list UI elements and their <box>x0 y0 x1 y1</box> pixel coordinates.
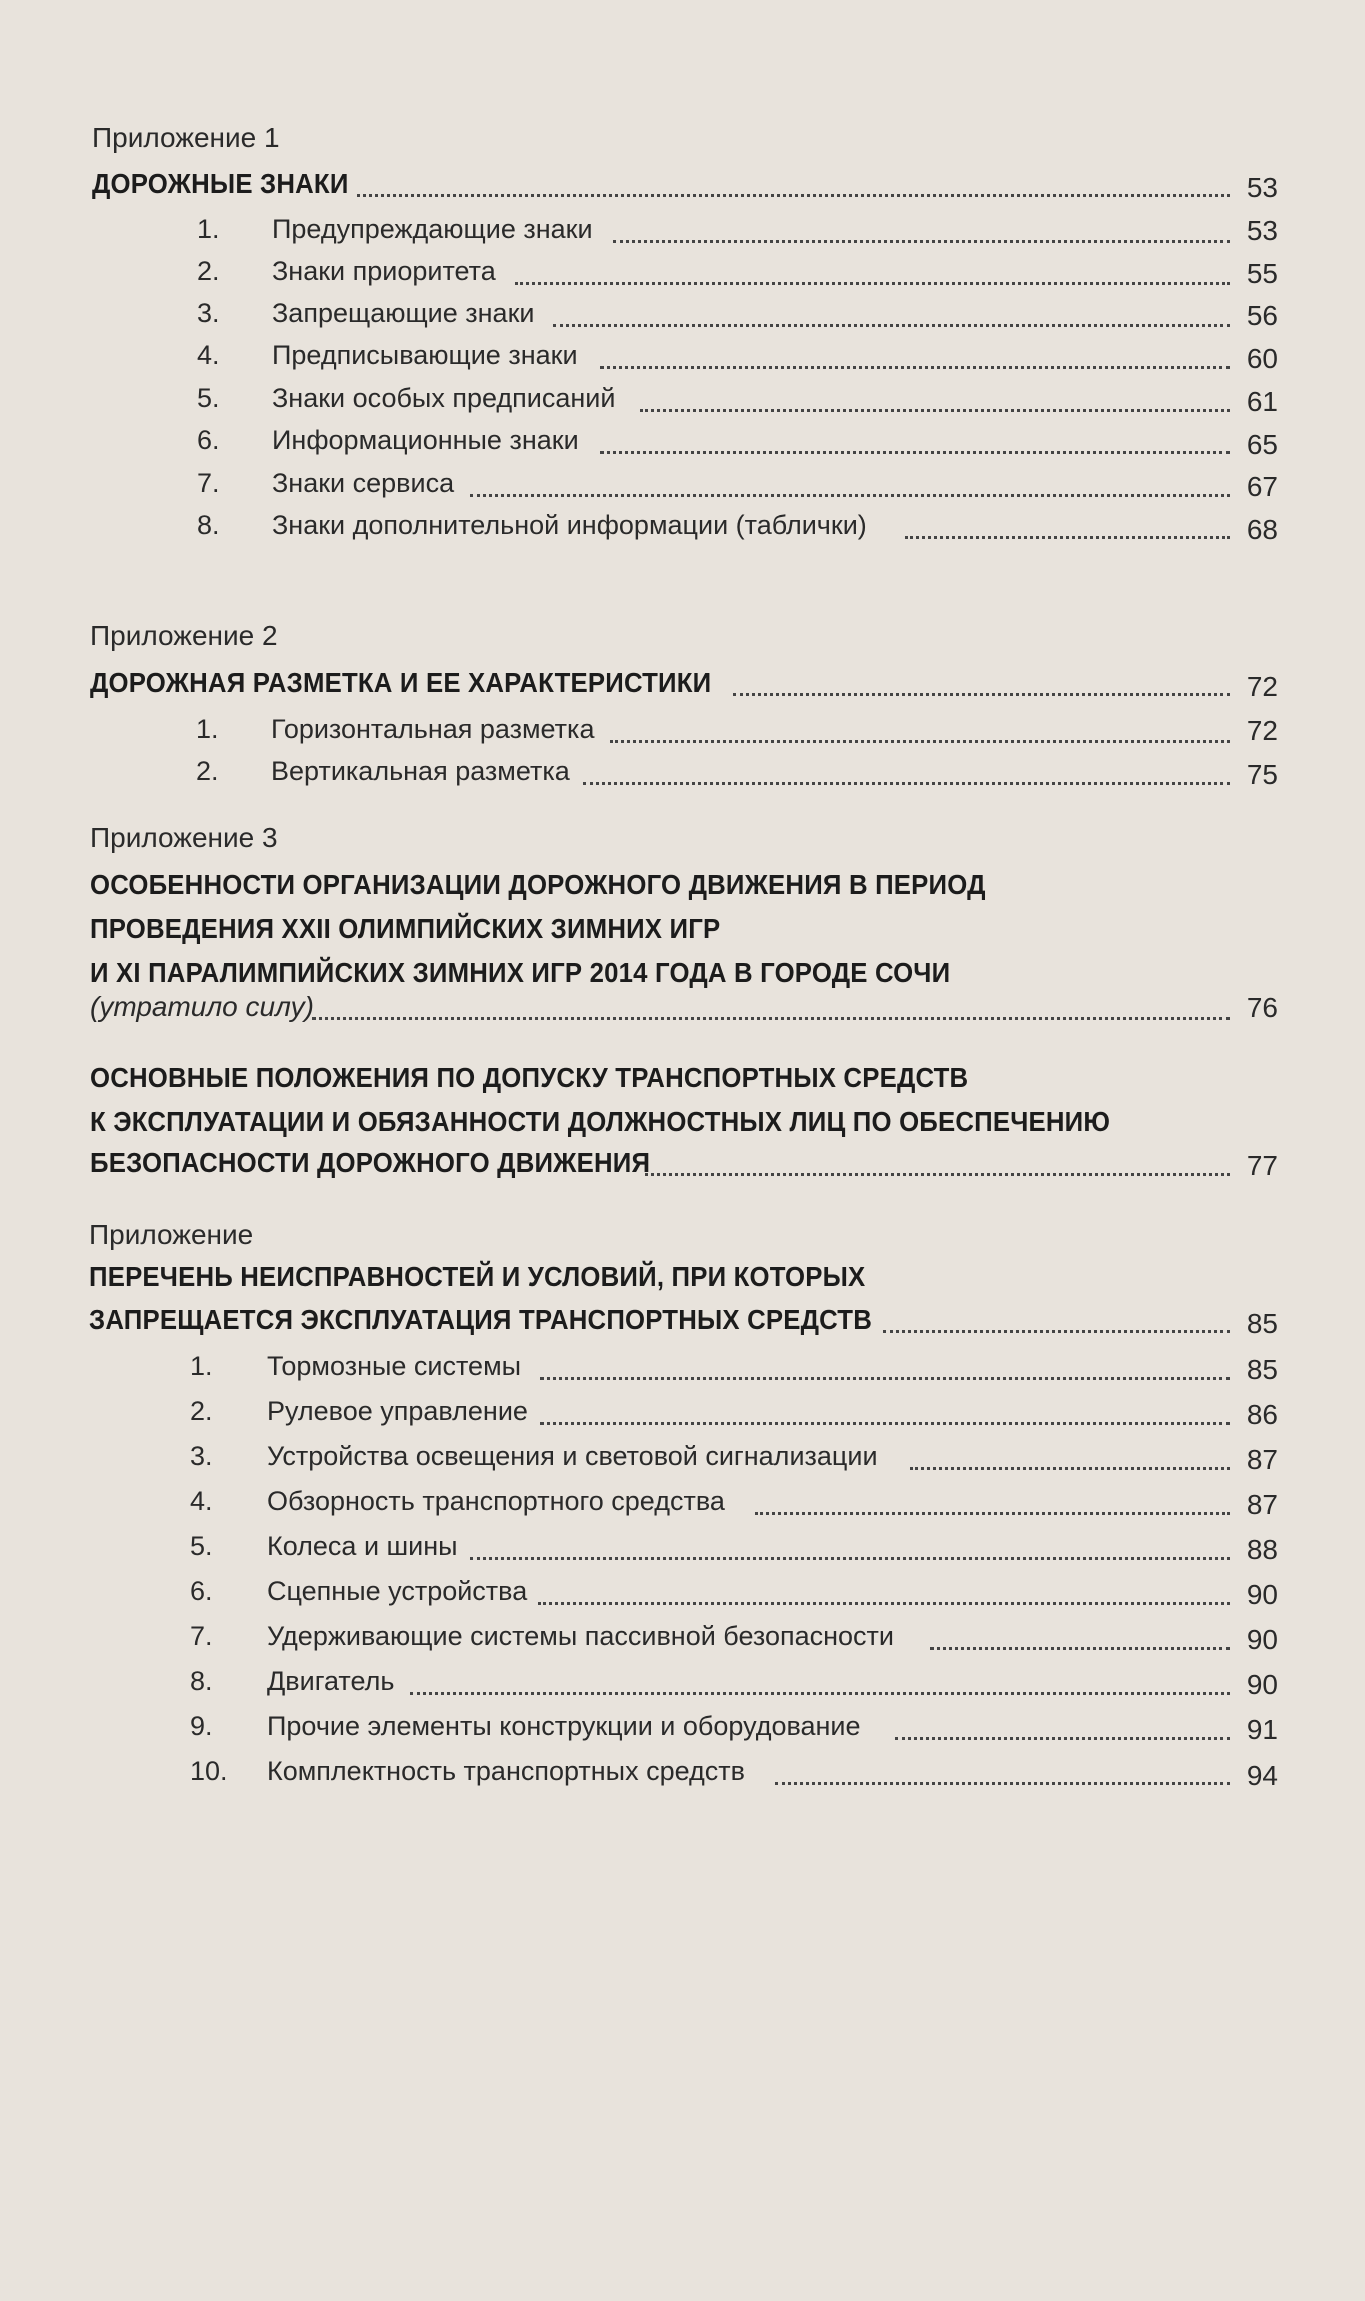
leader-dots <box>775 1782 1230 1785</box>
item-number: 3. <box>190 1441 213 1471</box>
page-number: 55 <box>1246 258 1278 289</box>
toc-item-text: Информационные знаки <box>272 425 579 455</box>
item-number: 5. <box>197 383 220 413</box>
leader-dots <box>540 1377 1230 1380</box>
toc-item-text: Удерживающие системы пассивной безопасности <box>267 1621 894 1651</box>
page-number: 87 <box>1246 1444 1278 1475</box>
toc-item-text: Знаки приоритета <box>272 256 496 286</box>
item-number: 8. <box>197 510 220 540</box>
item-number: 2. <box>190 1396 213 1426</box>
leader-dots <box>470 1557 1230 1560</box>
leader-dots <box>583 782 1230 785</box>
item-number: 9. <box>190 1711 213 1741</box>
leader-dots <box>600 451 1230 454</box>
item-number: 6. <box>197 425 220 455</box>
page-number: 94 <box>1246 1760 1278 1791</box>
item-number: 6. <box>190 1576 213 1606</box>
item-number: 5. <box>190 1531 213 1561</box>
section-title-line: И XI ПАРАЛИМПИЙСКИХ ЗИМНИХ ИГР 2014 ГОДА В ГОРОДЕ СОЧИ <box>90 957 951 988</box>
page-number: 85 <box>1246 1354 1278 1385</box>
page-number: 65 <box>1246 429 1278 460</box>
item-number: 1. <box>190 1351 213 1381</box>
item-number: 2. <box>196 756 219 786</box>
toc-item-text: Запрещающие знаки <box>272 298 535 328</box>
leader-dots <box>312 1017 1230 1020</box>
toc-item-text: Колеса и шины <box>267 1531 458 1561</box>
section-title: ДОРОЖНЫЕ ЗНАКИ <box>92 168 349 199</box>
leader-dots <box>645 1173 1230 1176</box>
page-number: 76 <box>1246 992 1278 1023</box>
item-number: 4. <box>197 340 220 370</box>
page-number: 85 <box>1246 1308 1278 1339</box>
page-number: 61 <box>1246 386 1278 417</box>
leader-dots <box>905 536 1230 539</box>
leader-dots <box>357 194 1230 197</box>
toc-item-text: Двигатель <box>267 1666 395 1696</box>
item-number: 1. <box>197 214 220 244</box>
leader-dots <box>733 693 1230 696</box>
status-note: (утратило силу) <box>90 991 314 1022</box>
page-number: 60 <box>1246 343 1278 374</box>
item-number: 4. <box>190 1486 213 1516</box>
item-number: 10. <box>190 1756 228 1786</box>
leader-dots <box>610 740 1230 743</box>
toc-item-text: Тормозные системы <box>267 1351 522 1381</box>
section-title-line: ОСОБЕННОСТИ ОРГАНИЗАЦИИ ДОРОЖНОГО ДВИЖЕНИЯ В ПЕРИОД <box>90 869 986 900</box>
section-title-line: ОСНОВНЫЕ ПОЛОЖЕНИЯ ПО ДОПУСКУ ТРАНСПОРТНЫХ СРЕДСТВ <box>90 1062 969 1093</box>
item-number: 2. <box>197 256 220 286</box>
page-number: 86 <box>1246 1399 1278 1430</box>
toc-item-text: Знаки дополнительной информации (таблички) <box>272 510 867 540</box>
leader-dots <box>540 1422 1230 1425</box>
leader-dots <box>930 1647 1230 1650</box>
section-title-line: ПЕРЕЧЕНЬ НЕИСПРАВНОСТЕЙ И УСЛОВИЙ, ПРИ КОТОРЫХ <box>89 1261 866 1292</box>
item-number: 3. <box>197 298 220 328</box>
page-number: 67 <box>1246 471 1278 502</box>
item-number: 7. <box>190 1621 213 1651</box>
leader-dots <box>410 1692 1230 1695</box>
toc-item-text: Комплектность транспортных средств <box>267 1756 745 1786</box>
leader-dots <box>538 1602 1230 1605</box>
appendix-label: Приложение 3 <box>90 822 278 853</box>
page-number: 90 <box>1246 1624 1278 1655</box>
page-number: 72 <box>1246 715 1278 746</box>
toc-item-text: Прочие элементы конструкции и оборудование <box>267 1711 861 1741</box>
toc-item-text: Рулевое управление <box>267 1396 528 1426</box>
appendix-label: Приложение 1 <box>92 122 280 153</box>
leader-dots <box>600 366 1230 369</box>
leader-dots <box>640 409 1230 412</box>
leader-dots <box>883 1330 1230 1333</box>
toc-item-text: Знаки особых предписаний <box>272 383 616 413</box>
page-number: 88 <box>1246 1534 1278 1565</box>
toc-item-text: Предупреждающие знаки <box>272 214 593 244</box>
page-number: 91 <box>1246 1714 1278 1745</box>
toc-item-text: Знаки сервиса <box>272 468 455 498</box>
section-title-line: ЗАПРЕЩАЕТСЯ ЭКСПЛУАТАЦИЯ ТРАНСПОРТНЫХ СРЕДСТВ <box>89 1304 873 1335</box>
section-title-line: К ЭКСПЛУАТАЦИИ И ОБЯЗАННОСТИ ДОЛЖНОСТНЫХ ЛИЦ ПО ОБЕСПЕЧЕНИЮ <box>90 1106 1111 1137</box>
page-number: 77 <box>1246 1150 1278 1181</box>
page-number: 90 <box>1246 1579 1278 1610</box>
section-title: ДОРОЖНАЯ РАЗМЕТКА И ЕЕ ХАРАКТЕРИСТИКИ <box>90 667 712 698</box>
leader-dots <box>755 1512 1230 1515</box>
leader-dots <box>515 282 1230 285</box>
page-number: 53 <box>1246 215 1278 246</box>
page-number: 72 <box>1246 671 1278 702</box>
page-number: 53 <box>1246 172 1278 203</box>
page-number: 68 <box>1246 514 1278 545</box>
page-number: 56 <box>1246 300 1278 331</box>
page-number: 75 <box>1246 759 1278 790</box>
appendix-label: Приложение <box>89 1219 254 1250</box>
item-number: 1. <box>196 714 219 744</box>
page-number: 90 <box>1246 1669 1278 1700</box>
toc-item-text: Вертикальная разметка <box>271 756 570 786</box>
section-title-line: БЕЗОПАСНОСТИ ДОРОЖНОГО ДВИЖЕНИЯ <box>90 1147 651 1178</box>
appendix-label: Приложение 2 <box>90 620 278 651</box>
leader-dots <box>910 1467 1230 1470</box>
toc-item-text: Сцепные устройства <box>267 1576 528 1606</box>
toc-item-text: Горизонтальная разметка <box>271 714 595 744</box>
toc-item-text: Устройства освещения и световой сигнализации <box>267 1441 878 1471</box>
leader-dots <box>895 1737 1230 1740</box>
leader-dots <box>613 240 1230 243</box>
page-number: 87 <box>1246 1489 1278 1520</box>
item-number: 8. <box>190 1666 213 1696</box>
leader-dots <box>470 494 1230 497</box>
toc-item-text: Предписывающие знаки <box>272 340 578 370</box>
leader-dots <box>553 324 1230 327</box>
toc-item-text: Обзорность транспортного средства <box>267 1486 725 1516</box>
item-number: 7. <box>197 468 220 498</box>
section-title-line: ПРОВЕДЕНИЯ XXII ОЛИМПИЙСКИХ ЗИМНИХ ИГР <box>90 913 721 944</box>
